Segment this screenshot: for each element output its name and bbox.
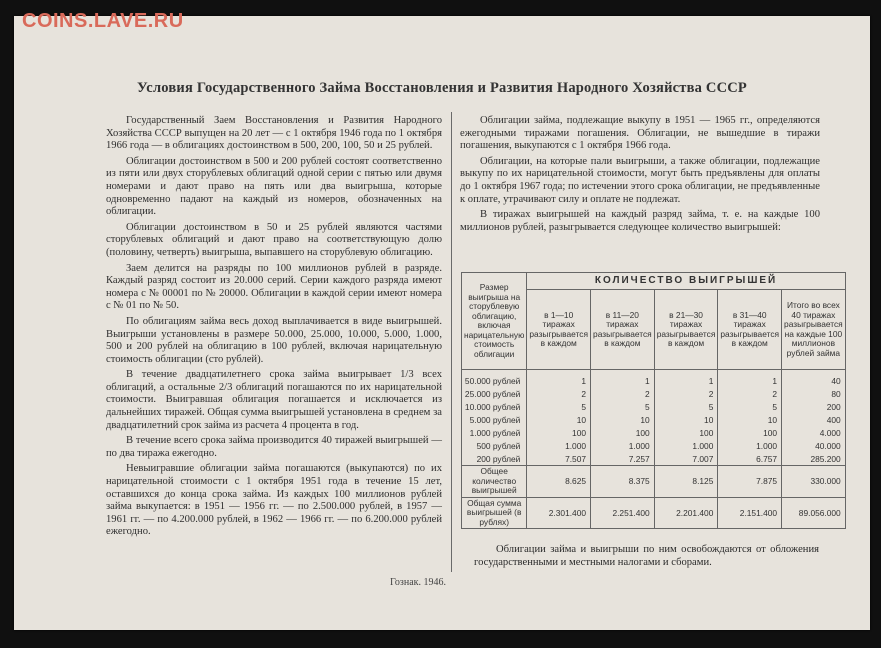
column-header: в 1—10 тиражах разыгрывается в каждом bbox=[527, 290, 591, 370]
table-cell: 2 bbox=[527, 387, 591, 400]
table-row bbox=[462, 387, 846, 400]
group-header: КОЛИЧЕСТВО ВЫИГРЫШЕЙ bbox=[527, 273, 845, 290]
prize-table bbox=[461, 272, 846, 529]
row-label: 200 рублей bbox=[462, 452, 527, 466]
paragraph: Облигации достоинством в 500 и 200 рублей состоят соответственно из пяти или двух сторублевых облигаций одной серии с пятью или двумя номерами и дают право на пять или два выигрыша, которые одновременно падают на каждый из номеров, обозначенных на облигации. bbox=[106, 155, 442, 218]
table-row bbox=[462, 400, 846, 413]
row-label: 10.000 рублей bbox=[462, 400, 527, 413]
bond-back-sheet bbox=[14, 16, 870, 630]
column-header: в 31—40 тиражах разыгрывается в каждом bbox=[718, 290, 782, 370]
paragraph: В течение двадцатилетнего срока займа выигрывает 1/3 всех облигаций, а остальные 2/3 облигаций погашаются по их нарицательной стоимости. Выигравшая облигация погашается и исключается из дальнейших тиражей. Общая сумма выигрышей установлена в среднем за двадцатилетний срок займа из расчета 4 процента в год. bbox=[106, 369, 442, 431]
table-row bbox=[462, 370, 846, 388]
table-cell: 10 bbox=[654, 413, 718, 426]
table-row bbox=[462, 439, 846, 452]
table-cell: 1 bbox=[718, 370, 782, 388]
watermark: COINS.LAVE.RU bbox=[22, 10, 184, 32]
table-cell: 8.375 bbox=[591, 466, 655, 498]
table-cell: 330.000 bbox=[782, 466, 846, 498]
paragraph: В течение всего срока займа производится 40 тиражей выигрышей — по два тиража ежегодно. bbox=[106, 435, 442, 459]
table-cell: 1 bbox=[591, 370, 655, 388]
table-cell: 40 bbox=[782, 370, 846, 388]
table-cell: 10 bbox=[718, 413, 782, 426]
table-cell: 1.000 bbox=[591, 439, 655, 452]
paragraph: Облигации достоинством в 50 и 25 рублей являются частями сторублевых облигаций и дают право на соответствующую долю (половину, четверть) выигрыша, выпавшего на сторублевую облигацию. bbox=[106, 221, 442, 258]
table-cell: 1.000 bbox=[527, 439, 591, 452]
size-header: Размер выигрыша на сторублевую облигацию, включая нарицательную стоимость облигации bbox=[462, 273, 527, 370]
table-cell: 1.000 bbox=[654, 439, 718, 452]
table-row bbox=[462, 413, 846, 426]
paragraph: В тиражах выигрышей на каждый разряд займа, т. е. на каждые 100 миллионов рублей, разыгрывается следующее количество выигрышей: bbox=[460, 209, 820, 233]
table-cell: 5 bbox=[718, 400, 782, 413]
table-row-total-count bbox=[462, 466, 846, 498]
column-header: Итого во всех 40 тиражах разыгрывается на каждые 100 миллионов рублей займа bbox=[782, 290, 846, 370]
table-cell: 10 bbox=[527, 413, 591, 426]
table-cell: 7.007 bbox=[654, 452, 718, 466]
table-cell: 7.875 bbox=[718, 466, 782, 498]
table-cell: 100 bbox=[591, 426, 655, 439]
left-column bbox=[106, 115, 442, 542]
table-cell: 7.507 bbox=[527, 452, 591, 466]
table-cell: 2 bbox=[654, 387, 718, 400]
table-cell: 2.151.400 bbox=[718, 497, 782, 529]
paragraph: Заем делится на разряды по 100 миллионов рублей в разряде. Каждый разряд состоит из 20.000 серий. Серии каждого разряда имеют номера с № 00001 по № 20000. Облигации в каждой серии имеют номера с № 01 по № 50. bbox=[106, 262, 442, 312]
table-row bbox=[462, 452, 846, 466]
row-label: Общая сумма выигрышей (в рублях) bbox=[462, 497, 527, 529]
table-cell: 285.200 bbox=[782, 452, 846, 466]
table-cell: 10 bbox=[591, 413, 655, 426]
table-cell: 6.757 bbox=[718, 452, 782, 466]
tax-exemption-note: Облигации займа и выигрыши по ним освобождаются от обложения государственными и местными налогами и сборами. bbox=[474, 544, 819, 568]
table-cell: 200 bbox=[782, 400, 846, 413]
table-cell: 5 bbox=[591, 400, 655, 413]
row-label: 5.000 рублей bbox=[462, 413, 527, 426]
table-cell: 2 bbox=[718, 387, 782, 400]
column-header: в 11—20 тиражах разыгрывается в каждом bbox=[591, 290, 655, 370]
document-title: Условия Государственного Займа Восстановления и Развития Народного Хозяйства СССР bbox=[137, 80, 747, 96]
paragraph: Невыигравшие облигации займа погашаются (выкупаются) по их нарицательной стоимости с 1 октября 1951 года в течение 15 лет, оставшихся до конца срока займа. Из каждых 100 миллионов рублей займа выкупается: в 1951 — 1956 гг. — по 2.500.000 рублей, в 1957 — 1961 гг. — по 4.200.000 рублей, в 1962 — 1966 гг. — по 6.200.000 рублей ежегодно. bbox=[106, 463, 442, 538]
paragraph: По облигациям займа весь доход выплачивается в виде выигрышей. Выигрыши установлены в размере 50.000, 25.000, 10.000, 5.000, 1.000, 500 и 200 рублей на облигацию в 100 рублей, включая нарицательную стоимость облигации (сто рублей). bbox=[106, 315, 442, 365]
table-cell: 5 bbox=[654, 400, 718, 413]
column-header: в 21—30 тиражах разыгрывается в каждом bbox=[654, 290, 718, 370]
table-cell: 100 bbox=[718, 426, 782, 439]
table-cell: 1.000 bbox=[718, 439, 782, 452]
row-label: 1.000 рублей bbox=[462, 426, 527, 439]
row-label: 500 рублей bbox=[462, 439, 527, 452]
paragraph: Государственный Заем Восстановления и Развития Народного Хозяйства СССР выпущен на 20 лет — с 1 октября 1946 года по 1 октября 1966 года — в облигациях достоинством в 500, 200, 100, 50 и 25 рублей. bbox=[106, 115, 442, 152]
row-label: 50.000 рублей bbox=[462, 370, 527, 388]
table-body bbox=[462, 370, 846, 466]
table-cell: 40.000 bbox=[782, 439, 846, 452]
table-cell: 2.301.400 bbox=[527, 497, 591, 529]
table-cell: 5 bbox=[527, 400, 591, 413]
table-cell: 2.251.400 bbox=[591, 497, 655, 529]
table-cell: 8.625 bbox=[527, 466, 591, 498]
table-cell: 4.000 bbox=[782, 426, 846, 439]
table-cell: 400 bbox=[782, 413, 846, 426]
table-row bbox=[462, 426, 846, 439]
table-cell: 1 bbox=[654, 370, 718, 388]
row-label: Общее количество выигрышей bbox=[462, 466, 527, 498]
table-row-total-sum bbox=[462, 497, 846, 529]
right-column bbox=[460, 115, 820, 237]
table-cell: 100 bbox=[527, 426, 591, 439]
column-divider bbox=[451, 112, 452, 572]
table-cell: 2 bbox=[591, 387, 655, 400]
table-cell: 7.257 bbox=[591, 452, 655, 466]
table-cell: 100 bbox=[654, 426, 718, 439]
table-cell: 8.125 bbox=[654, 466, 718, 498]
table-cell: 80 bbox=[782, 387, 846, 400]
paragraph: Облигации, на которые пали выигрыши, а также облигации, подлежащие выкупу по их нарицательной стоимости, могут быть предъявлены для оплаты до 1 октября 1967 года; по истечении этого срока облигации, не предъявленные к оплате, утрачивают силу и оплате не подлежат. bbox=[460, 155, 820, 205]
row-label: 25.000 рублей bbox=[462, 387, 527, 400]
table-cell: 89.056.000 bbox=[782, 497, 846, 529]
paragraph: Облигации займа, подлежащие выкупу в 1951 — 1965 гг., определяются ежегодными тиражами погашения. Облигации, не вышедшие в тиражи погашения, выкупаются с 1 октября 1966 года. bbox=[460, 115, 820, 152]
table-cell: 2.201.400 bbox=[654, 497, 718, 529]
table-cell: 1 bbox=[527, 370, 591, 388]
printer-imprint: Гознак. 1946. bbox=[390, 577, 447, 588]
